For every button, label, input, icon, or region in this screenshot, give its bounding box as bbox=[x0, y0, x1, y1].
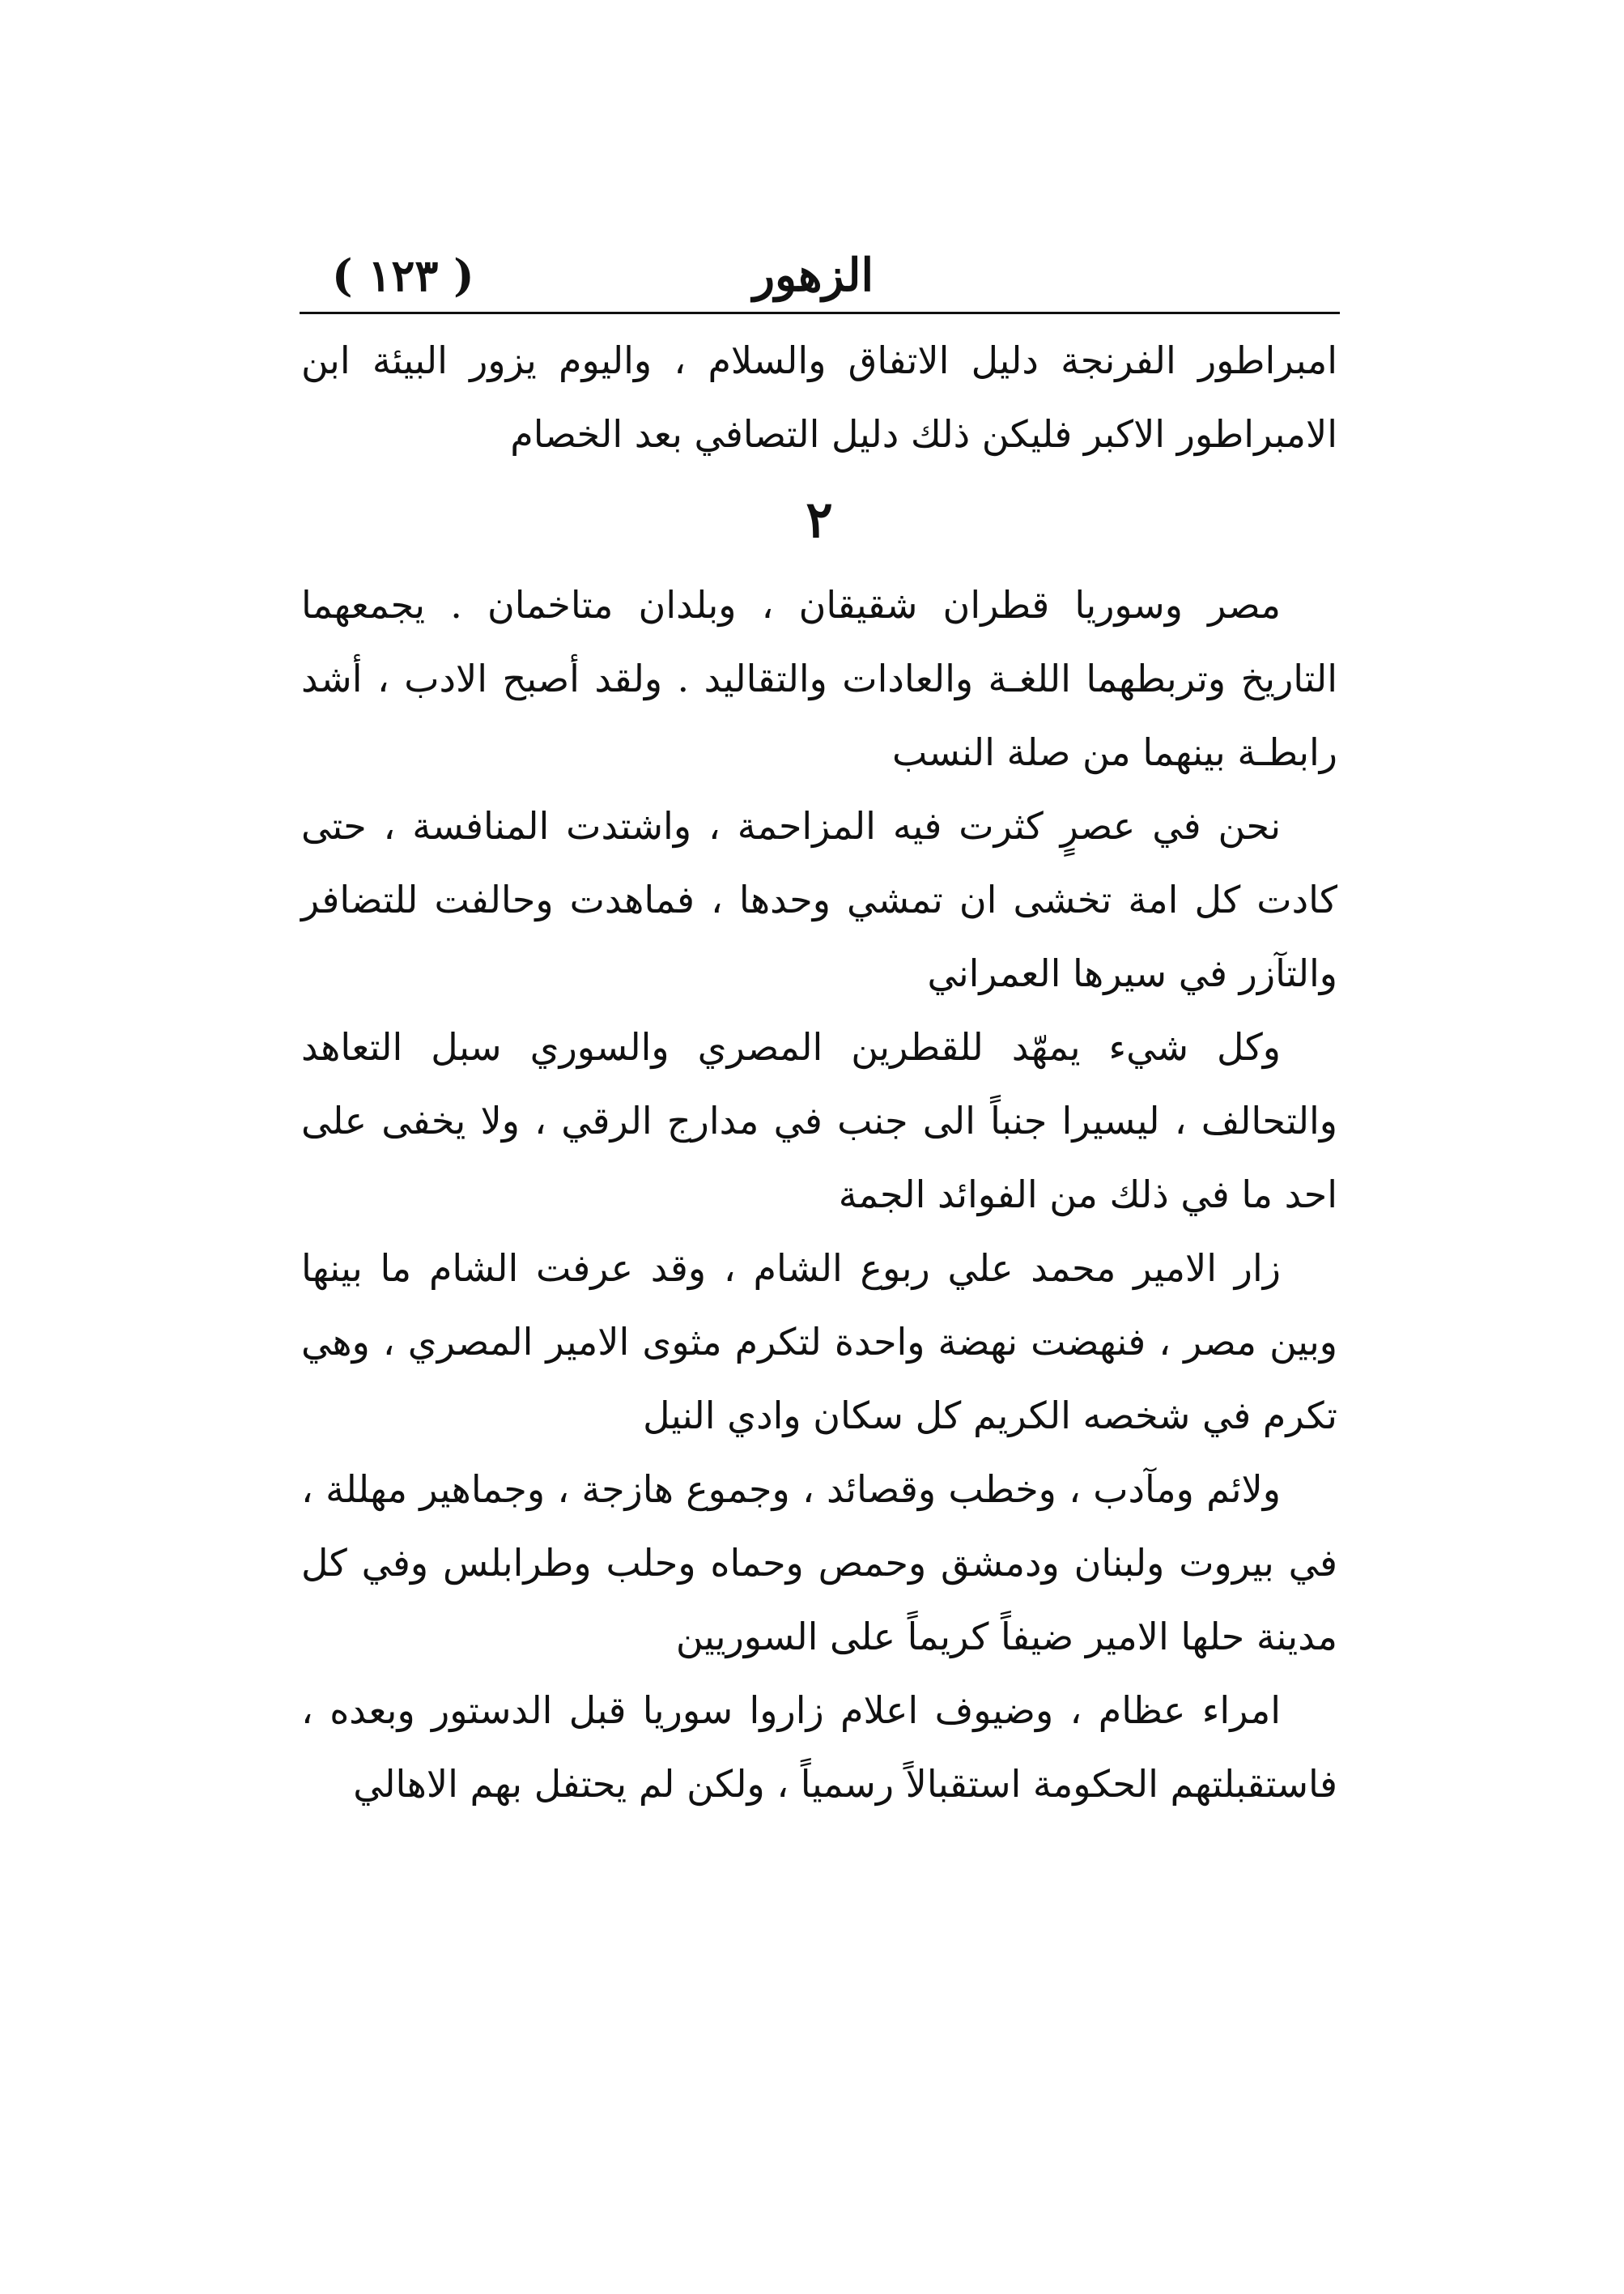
paragraph: وكل شيء يمهّد للقطرين المصري والسوري سبل التعاهد والتحالف ، ليسيرا جنباً الى جنب في مدارج الرقي ، ولا يخفى على احد ما في ذلك من الفوائد الجمة bbox=[301, 1025, 1337, 1216]
page-header bbox=[300, 243, 1336, 308]
page-number: ( ١٢٣ ) bbox=[332, 249, 474, 301]
paragraph: مصر وسوريا قطران شقيقان ، وبلدان متاخمان . يجمعهما التاريخ وتربطهما اللغـة والعادات والتقاليد . ولقد أصبح الادب ، أشد رابطـة بينهما من صلة النسب bbox=[301, 583, 1337, 774]
paragraph-continuation: امبراطور الفرنجة دليل الاتفاق والسلام ، واليوم يزور البيئة ابن الامبراطور الاكبر فليكن ذلك دليل التصافي بعد الخصام bbox=[301, 338, 1338, 456]
paragraph: زار الامير محمد علي ربوع الشام ، وقد عرفت الشام ما بينها وبين مصر ، فنهضت نهضة واحدة لتكرم مثوى الامير المصري ، وهي تكرم في شخصه الكريم كل سكان وادي النيل bbox=[301, 1246, 1337, 1437]
paragraph: نحن في عصرٍ كثرت فيه المزاحمة ، واشتدت المنافسة ، حتى كادت كل امة تخشى ان تمشي وحدها ، فماهدت وحالفت للتضافر والتآزر في سيرها العمراني bbox=[301, 804, 1337, 995]
section-number: ٢ bbox=[806, 490, 833, 549]
paragraph: امراء عظام ، وضيوف اعلام زاروا سوريا قبل الدستور وبعده ، فاستقبلتهم الحكومة استقبالاً رسمياً ، ولكن لم يحتفل بهم الاهالي bbox=[301, 1688, 1337, 1806]
running-title: الزهور bbox=[753, 249, 874, 302]
page-body bbox=[301, 324, 1337, 1821]
paragraph: ولائم ومآدب ، وخطب وقصائد ، وجموع هازجة ، وجماهير مهللة ، في بيروت ولبنان ودمشق وحمص وحماه وحلب وطرابلس وفي كل مدينة حلها الامير ضيفاً كريماً على السوريين bbox=[301, 1467, 1337, 1658]
header-divider bbox=[300, 312, 1340, 314]
